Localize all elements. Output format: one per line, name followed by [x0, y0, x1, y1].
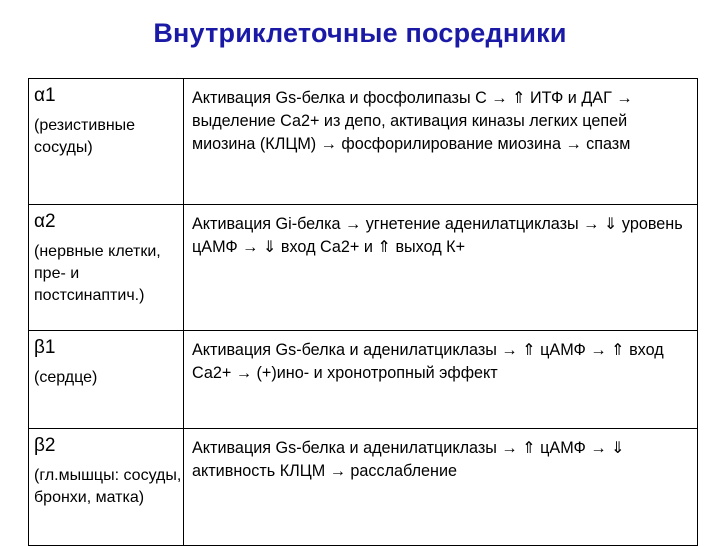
mechanism-text: Активация Gs-белка и аденилатциклазы → ⇑ цАМФ → ⇑ вход Са2+ → (+)ино- и хронотропный эффект: [192, 341, 664, 382]
table-row: [29, 429, 698, 546]
receptor-label: α1: [34, 85, 56, 106]
receptor-location: (нервные клетки, пре- и постсинаптич.): [34, 243, 161, 304]
receptor-location: (сердце): [34, 369, 98, 386]
receptor-label: α2: [34, 211, 56, 232]
receptor-cell: [29, 331, 184, 429]
mechanism-cell: [184, 429, 698, 546]
mechanism-cell: [184, 79, 698, 205]
receptor-cell: [29, 205, 184, 331]
mechanism-cell: [184, 331, 698, 429]
receptor-location: (резистивные сосуды): [34, 117, 136, 156]
mechanism-text: Активация Gs-белка и фосфолипазы С → ⇑ ИТФ и ДАГ → выделение Са2+ из депо, активация киназы легких цепей миозина (КЛЦМ) → фосфорилирование миозина → спазм: [192, 89, 633, 153]
mechanism-text: Активация Gi-белка → угнетение аденилатциклазы → ⇓ уровень цАМФ → ⇓ вход Са2+ и ⇑ выход К+: [192, 215, 683, 256]
page-title: Внутриклеточные посредники: [153, 18, 567, 48]
receptor-cell: [29, 79, 184, 205]
mediators-table: [28, 78, 698, 546]
mechanism-text: Активация Gs-белка и аденилатциклазы → ⇑ цАМФ → ⇓ активность КЛЦМ → расслабление: [192, 439, 625, 480]
mechanism-cell: [184, 205, 698, 331]
receptor-label: β1: [34, 337, 56, 358]
table-row: [29, 205, 698, 331]
table-row: [29, 79, 698, 205]
receptor-label: β2: [34, 435, 56, 456]
receptor-cell: [29, 429, 184, 546]
receptor-location: (гл.мышцы: сосуды, бронхи, матка): [34, 467, 182, 506]
table-row: [29, 331, 698, 429]
